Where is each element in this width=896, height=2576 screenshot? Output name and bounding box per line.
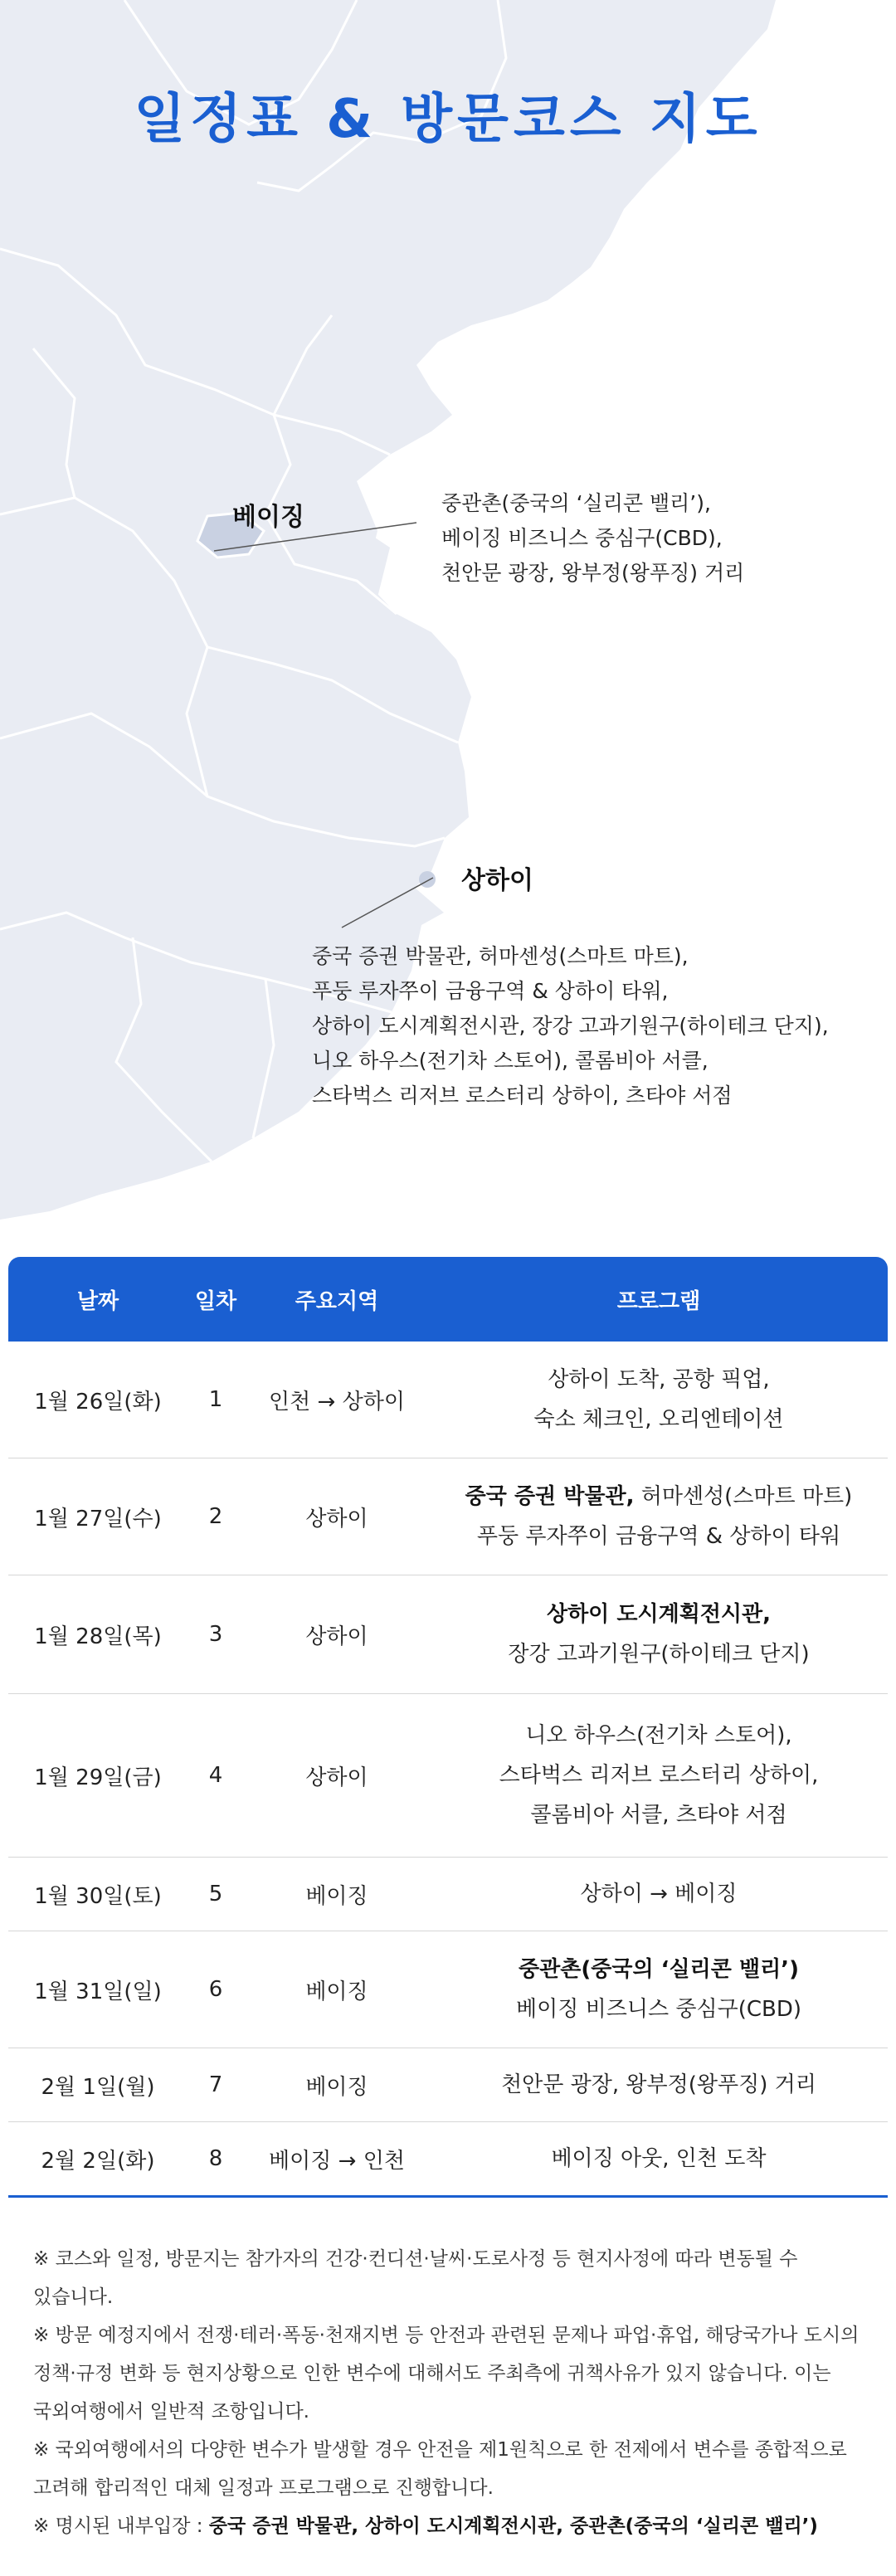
row-program	[430, 1477, 888, 1556]
beijing-callout	[441, 486, 744, 591]
program-line	[499, 1755, 819, 1795]
program-line	[477, 1517, 840, 1556]
program-line	[465, 1477, 853, 1517]
note-item	[33, 2507, 871, 2545]
row-program	[430, 2065, 888, 2105]
row-day: 3	[208, 1622, 223, 1647]
row-date: 1월 30일(토)	[34, 1883, 162, 1909]
program-line	[508, 1634, 809, 1674]
row-day: 4	[208, 1763, 223, 1788]
row-day: 8	[208, 2146, 223, 2171]
program-highlight: 중국 증권 박물관,	[465, 1484, 635, 1509]
table-row	[8, 1931, 888, 2048]
table-row	[8, 1458, 888, 1575]
program-line	[501, 2065, 816, 2105]
row-date: 1월 27일(수)	[34, 1506, 162, 1531]
program-line	[547, 1595, 771, 1634]
program-line	[519, 1950, 799, 1989]
notes-section	[33, 2240, 871, 2545]
row-region: 인천 → 상하이	[269, 1389, 405, 1415]
program-text: 숙소 체크인, 오리엔테이션	[533, 1407, 784, 1432]
header-region: 주요지역	[295, 1288, 379, 1314]
program-text: 장강 고과기원구(하이테크 단지)	[508, 1642, 810, 1667]
program-line	[580, 1874, 737, 1914]
schedule-header	[8, 1257, 888, 1342]
header-program: 프로그램	[616, 1288, 701, 1314]
program-text: 베이징 비즈니스 중심구(CBD)	[516, 1997, 801, 2022]
header-date: 날짜	[76, 1288, 119, 1314]
shanghai-callout-line: 상하이 도시계획전시관, 장강 고과기원구(하이테크 단지),	[312, 1014, 829, 1038]
table-row	[8, 1858, 888, 1931]
program-highlight: 상하이 도시계획전시관,	[546, 1602, 772, 1627]
row-date: 2월 2일(화)	[41, 2148, 155, 2174]
table-row	[8, 1342, 888, 1458]
shanghai-callout	[312, 939, 829, 1113]
schedule-table	[8, 1257, 888, 2198]
row-program	[430, 1595, 888, 1674]
page-title: 일정표 & 방문코스 지도	[134, 89, 762, 150]
row-region: 베이징	[305, 2074, 368, 2100]
note-text: ※ 코스와 일정, 방문지는 참가자의 건강·컨디션·날씨·도로사정 등 현지사정에 따라 변동될 수 있습니다.	[33, 2248, 798, 2308]
shanghai-marker	[419, 871, 436, 888]
row-region: 베이징	[305, 1979, 368, 2004]
row-program	[430, 1716, 888, 1835]
shanghai-label: 상하이	[461, 866, 533, 895]
table-row	[8, 2048, 888, 2122]
program-text: 베이징 아웃, 인천 도착	[551, 2146, 767, 2171]
beijing-label: 베이징	[232, 503, 304, 532]
row-date: 1월 31일(일)	[34, 1979, 162, 2004]
row-day: 7	[208, 2072, 223, 2097]
row-program	[430, 2139, 888, 2179]
table-row	[8, 2122, 888, 2198]
row-day: 1	[208, 1387, 223, 1412]
row-day: 5	[208, 1882, 223, 1906]
program-line	[525, 1716, 791, 1755]
beijing-callout-line: 중관촌(중국의 ‘실리콘 밸리’),	[441, 491, 711, 515]
program-line	[548, 1360, 769, 1400]
program-line	[551, 2139, 766, 2179]
row-region: 상하이	[305, 1506, 368, 1531]
beijing-callout-line: 베이징 비즈니스 중심구(CBD),	[441, 526, 723, 550]
program-highlight: 중관촌(중국의 ‘실리콘 밸리’)	[519, 1957, 799, 1982]
program-line	[533, 1400, 783, 1439]
row-program	[430, 1360, 888, 1439]
note-text: ※ 국외여행에서의 다양한 변수가 발생할 경우 안전을 제1원칙으로 한 전제에서 변수를 종합적으로 고려해 합리적인 대체 일정과 프로그램으로 진행합니다.	[33, 2439, 847, 2499]
shanghai-callout-line: 니오 하우스(전기차 스토어), 콜롬비아 서클,	[312, 1049, 709, 1073]
header-day: 일차	[194, 1288, 237, 1314]
note-item	[33, 2240, 871, 2316]
note-item	[33, 2431, 871, 2507]
shanghai-callout-line: 스타벅스 리저브 로스터리 상하이, 츠타야 서점	[312, 1083, 733, 1108]
row-day: 6	[208, 1977, 223, 2002]
program-text: 스타벅스 리저브 로스터리 상하이,	[499, 1763, 819, 1788]
note-highlight: 중국 증권 박물관, 상하이 도시계획전시관, 중관촌(중국의 ‘실리콘 밸리’)	[208, 2515, 818, 2537]
row-date: 1월 28일(목)	[34, 1624, 162, 1649]
program-text: 상하이 → 베이징	[580, 1882, 738, 1906]
beijing-callout-line: 천안문 광장, 왕부정(왕푸징) 거리	[441, 561, 745, 585]
row-day: 2	[208, 1504, 223, 1529]
table-row	[8, 1575, 888, 1694]
program-text: 천안문 광장, 왕부정(왕푸징) 거리	[501, 2072, 816, 2097]
row-region: 상하이	[305, 1765, 368, 1790]
row-date: 1월 29일(금)	[34, 1765, 162, 1790]
table-row	[8, 1694, 888, 1858]
program-line	[516, 1989, 801, 2029]
row-date: 2월 1일(월)	[41, 2074, 155, 2100]
shanghai-callout-line: 푸둥 루자쭈이 금융구역 & 상하이 타워,	[312, 979, 669, 1003]
program-text: 허마센성(스마트 마트)	[634, 1484, 853, 1509]
row-program	[430, 1874, 888, 1914]
program-text: 니오 하우스(전기차 스토어),	[525, 1723, 792, 1748]
row-date: 1월 26일(화)	[34, 1389, 162, 1415]
row-region: 베이징	[305, 1883, 368, 1909]
schedule-body	[8, 1342, 888, 2198]
row-region: 베이징 → 인천	[269, 2148, 405, 2174]
row-region: 상하이	[305, 1624, 368, 1649]
note-text: ※ 방문 예정지에서 전쟁·테러·폭동·천재지변 등 안전과 관련된 문제나 파업·휴업, 해당국가나 도시의 정책·규정 변화 등 현지상황으로 인한 변수에 대해서도 주최측에 귀책사유가 있지 않습니다. 이는 국외여행에서 일반적 조항입니다.	[33, 2325, 859, 2423]
shanghai-callout-line: 중국 증권 박물관, 허마센성(스마트 마트),	[312, 944, 689, 968]
row-program	[430, 1950, 888, 2029]
program-text: 콜롬비아 서클, 츠타야 서점	[530, 1803, 787, 1828]
map-area	[0, 0, 896, 1244]
program-line	[530, 1795, 786, 1835]
program-text: 푸둥 루자쭈이 금융구역 & 상하이 타워	[476, 1524, 841, 1549]
note-item	[33, 2316, 871, 2431]
note-text: ※ 명시된 내부입장 :	[33, 2515, 209, 2537]
program-text: 상하이 도착, 공항 픽업,	[548, 1367, 770, 1392]
